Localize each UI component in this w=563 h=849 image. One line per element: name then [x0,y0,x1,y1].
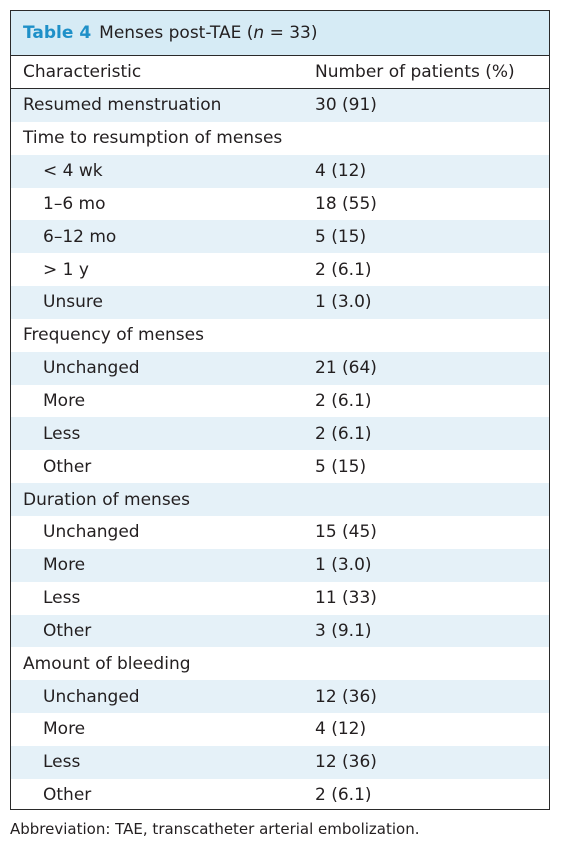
row-label: Frequency of menses [23,325,204,346]
row-label: Other [43,456,92,477]
table-row [11,286,549,319]
table-row [11,713,549,746]
table-row [11,615,549,648]
row-value: 5 (15) [315,226,367,247]
table-row [11,188,549,221]
table-row [11,352,549,385]
row-label: More [43,719,86,740]
table-caption [11,11,549,56]
table-row [11,89,549,122]
table-footnote: Abbreviation: TAE, transcatheter arterial embolization. [10,820,420,838]
row-value: 15 (45) [315,522,377,543]
row-value: 2 (6.1) [315,259,372,280]
row-value: 30 (91) [315,95,377,116]
table-row [11,516,549,549]
row-label: 1–6 mo [43,193,106,214]
table-row [11,450,549,483]
table-row [11,549,549,582]
column-header-patients: Number of patients (%) [315,62,515,82]
table-row [11,220,549,253]
row-value: 5 (15) [315,456,367,477]
row-value: 3 (9.1) [315,620,372,641]
row-label: Less [43,423,81,444]
row-value: 2 (6.1) [315,785,372,806]
row-label: Time to resumption of menses [23,128,283,149]
table-row [11,582,549,615]
row-label: Amount of bleeding [23,653,191,674]
row-label: Less [43,752,81,773]
row-label: More [43,391,86,412]
table-header [11,56,549,89]
row-label: 6–12 mo [43,226,117,247]
row-value: 1 (3.0) [315,292,372,313]
table-row [11,253,549,286]
row-value: 1 (3.0) [315,555,372,576]
row-label: Unchanged [43,358,140,379]
table-title: Menses post-TAE (n = 33) [99,23,318,43]
row-value: 12 (36) [315,752,377,773]
row-label: Unchanged [43,686,140,707]
table-row [11,319,549,352]
table-row [11,155,549,188]
row-label: Other [43,785,92,806]
table-row [11,385,549,418]
row-label: Other [43,620,92,641]
row-label: More [43,555,86,576]
table-row [11,483,549,516]
table-number: Table 4 [23,23,92,43]
row-label: Unsure [43,292,103,313]
table-row [11,122,549,155]
row-label: Duration of menses [23,489,190,510]
row-label: > 1 y [43,259,89,280]
data-table [10,10,550,810]
row-label: Less [43,588,81,609]
row-value: 11 (33) [315,588,377,609]
table-row [11,680,549,713]
row-label: < 4 wk [43,161,103,182]
row-value: 21 (64) [315,358,377,379]
table-row [11,647,549,680]
row-value: 2 (6.1) [315,391,372,412]
table-row [11,417,549,450]
row-value: 18 (55) [315,193,377,214]
row-value: 12 (36) [315,686,377,707]
table-row [11,779,549,812]
row-label: Resumed menstruation [23,95,222,116]
column-header-characteristic: Characteristic [23,62,142,82]
row-value: 2 (6.1) [315,423,372,444]
row-value: 4 (12) [315,161,367,182]
row-value: 4 (12) [315,719,367,740]
row-label: Unchanged [43,522,140,543]
table-row [11,746,549,779]
